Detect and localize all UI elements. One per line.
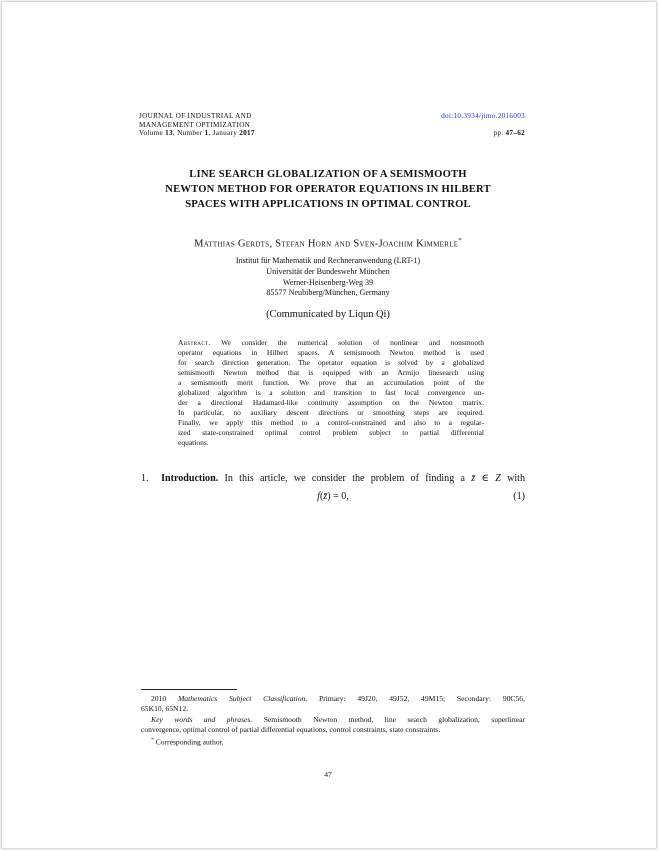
math-f: f — [317, 491, 320, 503]
math-paren: ) — [327, 491, 331, 503]
abstract-label: Abstract. — [178, 338, 211, 347]
author-names: Matthias Gerdts, Stefan Horn and Sven-Joachim Kimmerle — [194, 238, 459, 250]
math-in: ∈ — [475, 473, 496, 484]
volume-line — [139, 129, 255, 138]
affiliation-line4: 85577 Neubiberg/München, Germany — [266, 288, 390, 298]
title-line1: LINE SEARCH GLOBALIZATION OF A SEMISMOOTH — [189, 169, 467, 180]
author-list — [132, 237, 524, 250]
intro-first-line — [141, 472, 525, 486]
equation-rhs: = 0, — [333, 491, 349, 503]
doi-link[interactable]: doi:10.3934/jimo.2016003 — [441, 112, 525, 120]
intro-text: with — [500, 473, 526, 484]
abstract-text: We consider the numerical solution of nonlinear and nonsmooth — [210, 338, 484, 347]
journal-header — [139, 112, 255, 138]
keywords-line: convergence, optimal control of partial differential equations, control constraints, state constraints. — [141, 724, 441, 734]
page-number: 47 — [324, 770, 332, 779]
affiliation-line3: Werner-Heisenberg-Weg 39 — [282, 277, 374, 287]
abstract-line: operator equations in Hilbert spaces. A semismooth Newton method is used — [178, 347, 484, 357]
abstract-line — [178, 338, 484, 348]
math-paren: ( — [319, 491, 324, 503]
journal-name-line2: MANAGEMENT OPTIMIZATION — [139, 120, 251, 129]
abstract-line: semismooth Newton method that is equipped with an Armijo linesearch using — [178, 367, 484, 377]
affiliation — [132, 256, 524, 299]
abstract-line: a semismooth merit function. We prove that an accumulation point of the — [178, 377, 484, 387]
corresponding-text: Corresponding author. — [153, 737, 224, 747]
msc-line: 65K10, 65N12. — [141, 704, 189, 714]
communicated-by: (Communicated by Liqun Qi) — [266, 309, 390, 320]
msc-line — [141, 694, 525, 704]
volume-prefix: Volume — [139, 129, 166, 138]
pages-value: 47–62 — [505, 129, 525, 137]
affiliation-line2: Universität der Bundeswehr München — [266, 266, 390, 276]
issue-prefix: , Number — [172, 129, 205, 138]
keywords-text: Semismooth Newton method, line search globalization, superlinear — [252, 714, 525, 724]
abstract-line: globalized algorithm is a solution and transition to fast local convergence un- — [178, 387, 484, 397]
abstract-line: for search direction generation. The operator equation is solved by a globalized — [178, 357, 484, 367]
abstract-line: In particular, no auxiliary descent directions or smoothing steps are required. — [178, 407, 484, 417]
corresponding-mark: * — [151, 737, 154, 744]
keywords-line — [141, 715, 525, 725]
keywords-label: Key words and phrases. — [151, 714, 253, 724]
corresponding-mark: * — [458, 237, 462, 244]
footnotes — [141, 694, 525, 748]
equation-1 — [141, 486, 525, 508]
math-zbar: z̄ — [323, 491, 328, 503]
abstract-line: ized state-constrained optimal control problem subject to partial differential — [178, 427, 484, 437]
footnote-rule — [141, 689, 237, 690]
section-title: Introduction. — [161, 473, 219, 484]
volume-number: 13 — [165, 129, 173, 138]
title-line3: SPACES WITH APPLICATIONS IN OPTIMAL CONTROL — [185, 199, 471, 211]
abstract-line: equations. — [178, 437, 209, 447]
issue-date: , January — [208, 129, 240, 138]
equation-number: (1) — [513, 491, 525, 503]
msc-text: Primary: 49J20, 49J52, 49M15; Secondary: 90C56, — [307, 694, 525, 703]
issue-number: 1 — [204, 129, 209, 138]
pages-prefix: pp. — [493, 129, 506, 137]
page-range — [494, 129, 525, 138]
section-number: 1. — [141, 473, 149, 484]
equation-formula — [141, 490, 525, 504]
title-line2: NEWTON METHOD FOR OPERATOR EQUATIONS IN HILBERT — [165, 184, 491, 196]
introduction-section — [141, 472, 525, 508]
msc-label: Mathematics Subject Classification. — [177, 694, 308, 703]
msc-year: 2010 — [151, 694, 178, 703]
abstract-line: Finally, we apply this method to a control-constrained and also to a regular- — [178, 417, 484, 427]
journal-name-line1: JOURNAL OF INDUSTRIAL AND — [139, 112, 252, 120]
abstract — [178, 338, 484, 447]
issue-year: 2017 — [239, 129, 255, 138]
paper-page — [2, 2, 656, 848]
math-Z: Z — [495, 473, 501, 484]
paper-title — [132, 167, 524, 213]
intro-text: In this article, we consider the problem of finding a — [218, 473, 472, 484]
affiliation-line1: Institut für Mathematik und Rechneranwendung (LRT-1) — [235, 256, 421, 265]
math-zbar: z̄ — [471, 473, 476, 484]
corresponding-author-note — [141, 735, 525, 748]
abstract-line: der a directional Hadamard-like continuity assumption on the Newton matrix. — [178, 397, 484, 407]
